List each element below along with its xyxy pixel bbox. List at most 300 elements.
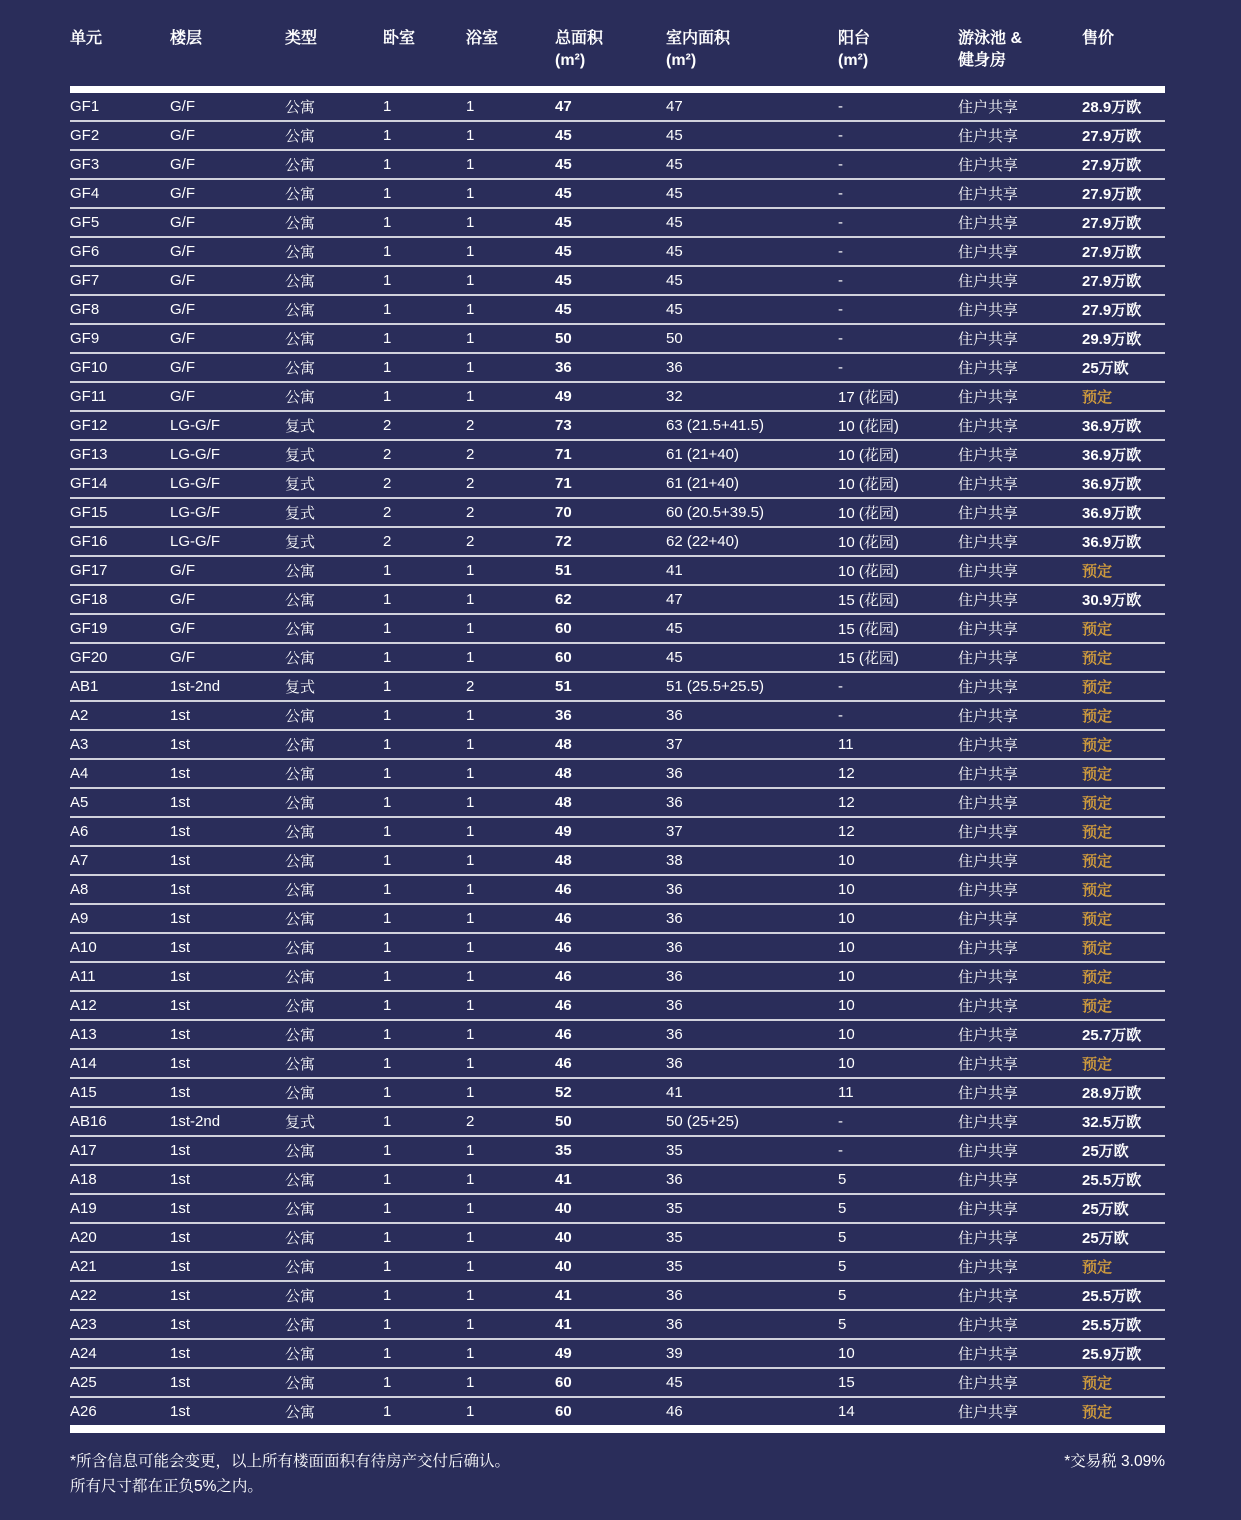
table-row [70, 584, 1165, 613]
table-cell: 1 [383, 1171, 392, 1188]
table-cell: 1 [383, 591, 392, 608]
table-cell: 25万欧 [1082, 1143, 1129, 1160]
table-cell: 1 [466, 562, 475, 579]
table-cell: 公寓 [285, 998, 316, 1015]
table-row [70, 700, 1165, 729]
table-cell: 1 [466, 1142, 475, 1159]
table-cell: 住户共享 [958, 244, 1019, 261]
table-cell: 1 [383, 185, 392, 202]
table-cell: 住户共享 [958, 766, 1019, 783]
table-cell: 预定 [1082, 737, 1113, 754]
table-cell: 36.9万欧 [1082, 476, 1142, 493]
table-cell: 预定 [1082, 1375, 1113, 1392]
table-cell: 2 [466, 504, 475, 521]
table-cell: 10 (花园) [838, 534, 899, 551]
table-cell: 2 [466, 417, 475, 434]
table-row [70, 1106, 1165, 1135]
table-row [70, 816, 1165, 845]
table-cell: G/F [170, 301, 195, 318]
table-cell: 公寓 [285, 940, 316, 957]
table-cell: LG-G/F [170, 417, 221, 434]
table-cell: 47 [666, 591, 683, 608]
table-cell: 预定 [1082, 795, 1113, 812]
table-cell: 公寓 [285, 215, 316, 232]
table-cell: 12 [838, 794, 855, 811]
table-cell: 住户共享 [958, 1346, 1019, 1363]
footer [70, 1449, 1165, 1499]
table-cell: 1 [383, 997, 392, 1014]
table-cell: 45 [555, 127, 572, 144]
table-cell: A7 [70, 852, 89, 869]
table-cell: 30.9万欧 [1082, 592, 1142, 609]
table-cell: 1 [383, 1316, 392, 1333]
table-cell: 46 [555, 910, 572, 927]
table-cell: 住户共享 [958, 969, 1019, 986]
table-row [70, 439, 1165, 468]
table-cell: - [838, 1113, 843, 1130]
column-header-sub: (m²) [555, 51, 586, 69]
table-cell: 预定 [1082, 1056, 1113, 1073]
table-cell: 住户共享 [958, 534, 1019, 551]
table-cell: A4 [70, 765, 89, 782]
table-cell: 1 [383, 1345, 392, 1362]
table-cell: 预定 [1082, 882, 1113, 899]
table-cell: 36 [666, 1316, 683, 1333]
table-cell: 1 [466, 620, 475, 637]
table-cell: 公寓 [285, 824, 316, 841]
table-cell: A15 [70, 1084, 97, 1101]
table-cell: 公寓 [285, 157, 316, 174]
table-cell: 51 [555, 562, 572, 579]
table-cell: 1 [466, 156, 475, 173]
table-cell: 住户共享 [958, 592, 1019, 609]
table-cell: - [838, 707, 843, 724]
table-cell: 48 [555, 794, 572, 811]
table-row [70, 526, 1165, 555]
table-cell: 住户共享 [958, 186, 1019, 203]
table-cell: G/F [170, 243, 195, 260]
table-cell: 36 [666, 794, 683, 811]
table-cell: 27.9万欧 [1082, 157, 1142, 174]
table-cell: 25.5万欧 [1082, 1288, 1142, 1305]
table-cell: 公寓 [285, 1230, 316, 1247]
table-cell: 1 [466, 388, 475, 405]
table-cell: 45 [666, 620, 683, 637]
table-cell: 5 [838, 1229, 847, 1246]
table-row [70, 1019, 1165, 1048]
table-cell: A9 [70, 910, 89, 927]
table-cell: 1 [383, 794, 392, 811]
column-header-bedrooms [383, 28, 466, 50]
table-cell: 1st [170, 794, 191, 811]
table-cell: 5 [838, 1200, 847, 1217]
table-cell: 5 [838, 1287, 847, 1304]
disclaimer-line-1: *所含信息可能会变更，以上所有楼面面积有待房产交付后确认。 [70, 1453, 511, 1470]
column-header-pool-gym [958, 28, 1082, 71]
table-cell: 住户共享 [958, 1143, 1019, 1160]
table-cell: 住户共享 [958, 1027, 1019, 1044]
table-cell: 35 [666, 1229, 683, 1246]
table-cell: 1 [383, 881, 392, 898]
table-row [70, 1251, 1165, 1280]
table-cell: 住户共享 [958, 1288, 1019, 1305]
table-cell: 1st-2nd [170, 678, 221, 695]
table-cell: 1 [466, 301, 475, 318]
table-cell: 48 [555, 765, 572, 782]
table-cell: 36.9万欧 [1082, 447, 1142, 464]
table-row [70, 874, 1165, 903]
table-cell: 36 [666, 939, 683, 956]
table-cell: GF16 [70, 533, 108, 550]
table-cell: 61 (21+40) [666, 446, 739, 463]
table-cell: 1 [383, 127, 392, 144]
table-cell: 住户共享 [958, 1259, 1019, 1276]
table-cell: 1st [170, 852, 191, 869]
table-cell: 1 [466, 127, 475, 144]
table-cell: 公寓 [285, 1201, 316, 1218]
table-cell: A26 [70, 1403, 97, 1420]
table-cell: 41 [555, 1171, 572, 1188]
disclaimer-note [70, 1449, 510, 1499]
table-cell: 1st [170, 1345, 191, 1362]
table-cell: 预定 [1082, 389, 1113, 406]
table-cell: 公寓 [285, 389, 316, 406]
table-cell: 45 [555, 185, 572, 202]
table-cell: 公寓 [285, 882, 316, 899]
table-cell: 49 [555, 388, 572, 405]
table-cell: 1 [466, 1229, 475, 1246]
table-cell: 36 [666, 1026, 683, 1043]
table-cell: 1 [383, 272, 392, 289]
table-cell: 公寓 [285, 911, 316, 928]
table-cell: 1 [383, 214, 392, 231]
table-cell: 45 [555, 272, 572, 289]
table-cell: 公寓 [285, 1056, 316, 1073]
table-cell: 住户共享 [958, 1172, 1019, 1189]
table-cell: 5 [838, 1171, 847, 1188]
table-row [70, 410, 1165, 439]
table-row [70, 845, 1165, 874]
table-cell: 公寓 [285, 1172, 316, 1189]
transaction-tax-note: *交易税 3.09% [1064, 1453, 1165, 1470]
table-cell: 预定 [1082, 1404, 1113, 1421]
table-cell: 1st [170, 1142, 191, 1159]
table-cell: 10 (花园) [838, 563, 899, 580]
table-cell: 37 [666, 823, 683, 840]
table-cell: 住户共享 [958, 331, 1019, 348]
table-cell: 63 (21.5+41.5) [666, 417, 764, 434]
table-cell: 住户共享 [958, 418, 1019, 435]
table-cell: 住户共享 [958, 1404, 1019, 1421]
table-cell: 46 [666, 1403, 683, 1420]
table-row [70, 1077, 1165, 1106]
column-header-label: 卧室 [383, 30, 416, 47]
table-cell: 45 [666, 272, 683, 289]
table-cell: 公寓 [285, 1375, 316, 1392]
table-row [70, 468, 1165, 497]
table-cell: 2 [466, 446, 475, 463]
table-cell: 15 (花园) [838, 621, 899, 638]
header-divider-bar [70, 86, 1165, 93]
table-cell: 10 [838, 939, 855, 956]
table-cell: 公寓 [285, 1346, 316, 1363]
table-cell: 35 [666, 1142, 683, 1159]
table-cell: 1 [466, 1374, 475, 1391]
table-cell: GF18 [70, 591, 108, 608]
table-cell: 11 [838, 736, 854, 753]
table-row [70, 1280, 1165, 1309]
table-cell: 36 [666, 707, 683, 724]
table-cell: 45 [666, 1374, 683, 1391]
table-cell: 住户共享 [958, 998, 1019, 1015]
table-cell: A21 [70, 1258, 97, 1275]
table-cell: 40 [555, 1200, 572, 1217]
table-cell: 51 [555, 678, 572, 695]
table-cell: 住户共享 [958, 447, 1019, 464]
table-cell: G/F [170, 98, 195, 115]
table-cell: 住户共享 [958, 1114, 1019, 1131]
table-cell: 1st [170, 1374, 191, 1391]
table-cell: 住户共享 [958, 1056, 1019, 1073]
table-cell: 复式 [285, 1114, 316, 1131]
column-header-label: 浴室 [466, 30, 499, 47]
table-row [70, 1309, 1165, 1338]
table-cell: G/F [170, 562, 195, 579]
table-cell: GF3 [70, 156, 100, 173]
table-cell: 12 [838, 823, 855, 840]
table-cell: 1 [383, 330, 392, 347]
table-cell: GF13 [70, 446, 108, 463]
table-cell: A12 [70, 997, 97, 1014]
table-cell: 公寓 [285, 969, 316, 986]
table-cell: 公寓 [285, 592, 316, 609]
table-cell: 15 (花园) [838, 592, 899, 609]
table-cell: 50 [555, 330, 572, 347]
table-cell: - [838, 156, 843, 173]
table-cell: 1st [170, 1287, 191, 1304]
table-cell: GF9 [70, 330, 100, 347]
table-cell: - [838, 185, 843, 202]
table-cell: A19 [70, 1200, 97, 1217]
table-cell: G/F [170, 330, 195, 347]
table-cell: 公寓 [285, 99, 316, 116]
table-bottom-bar [70, 1425, 1165, 1433]
column-header-type [285, 28, 383, 50]
column-header-sub: (m²) [838, 51, 869, 69]
table-cell: 1 [466, 852, 475, 869]
table-cell: 1 [466, 707, 475, 724]
table-cell: - [838, 330, 843, 347]
table-cell: 预定 [1082, 708, 1113, 725]
table-cell: 36 [666, 1055, 683, 1072]
table-cell: 5 [838, 1258, 847, 1275]
table-cell: 1 [383, 968, 392, 985]
table-cell: GF6 [70, 243, 100, 260]
column-header-label: 楼层 [170, 30, 203, 47]
table-cell: 1 [383, 1403, 392, 1420]
table-cell: 46 [555, 968, 572, 985]
table-row [70, 265, 1165, 294]
table-cell: 住户共享 [958, 1085, 1019, 1102]
table-cell: 1st [170, 881, 191, 898]
table-cell: GF14 [70, 475, 108, 492]
table-cell: 28.9万欧 [1082, 1085, 1142, 1102]
table-cell: 52 [555, 1084, 572, 1101]
table-cell: 1st [170, 1171, 191, 1188]
table-cell: 1 [383, 243, 392, 260]
table-cell: 住户共享 [958, 1375, 1019, 1392]
table-cell: 公寓 [285, 1085, 316, 1102]
table-cell: AB1 [70, 678, 99, 695]
table-row [70, 149, 1165, 178]
table-cell: 公寓 [285, 302, 316, 319]
table-cell: 1st [170, 997, 191, 1014]
table-cell: 1 [466, 736, 475, 753]
table-cell: 公寓 [285, 766, 316, 783]
table-cell: 1 [383, 1287, 392, 1304]
table-cell: 1 [466, 359, 475, 376]
table-cell: 10 [838, 852, 855, 869]
table-cell: A3 [70, 736, 89, 753]
table-cell: 25.7万欧 [1082, 1027, 1142, 1044]
table-row [70, 1367, 1165, 1396]
table-cell: 1 [466, 765, 475, 782]
table-cell: 46 [555, 1026, 572, 1043]
table-cell: 40 [555, 1229, 572, 1246]
table-cell: 5 [838, 1316, 847, 1333]
table-cell: 10 (花园) [838, 476, 899, 493]
column-header-bathrooms [466, 28, 555, 50]
table-cell: 62 (22+40) [666, 533, 739, 550]
table-cell: 45 [666, 649, 683, 666]
table-row [70, 932, 1165, 961]
table-cell: 36.9万欧 [1082, 534, 1142, 551]
column-header-floor [170, 28, 285, 50]
table-cell: 1 [383, 910, 392, 927]
table-cell: 36 [666, 997, 683, 1014]
column-header-balcony [838, 28, 958, 71]
table-cell: 62 [555, 591, 572, 608]
table-cell: GF12 [70, 417, 108, 434]
table-cell: - [838, 214, 843, 231]
table-row [70, 642, 1165, 671]
table-cell: 1st [170, 910, 191, 927]
table-cell: G/F [170, 156, 195, 173]
table-cell: 1 [383, 1200, 392, 1217]
table-cell: 1 [383, 1113, 392, 1130]
table-cell: 1st-2nd [170, 1113, 221, 1130]
table-cell: 预定 [1082, 824, 1113, 841]
table-row [70, 903, 1165, 932]
table-cell: GF4 [70, 185, 100, 202]
table-row [70, 1338, 1165, 1367]
table-cell: 住户共享 [958, 882, 1019, 899]
table-cell: 36.9万欧 [1082, 505, 1142, 522]
table-cell: 29.9万欧 [1082, 331, 1142, 348]
table-cell: GF11 [70, 388, 107, 405]
table-cell: 45 [555, 243, 572, 260]
table-cell: 1st [170, 1229, 191, 1246]
table-cell: 45 [555, 214, 572, 231]
table-cell: 1 [466, 997, 475, 1014]
table-row [70, 1222, 1165, 1251]
table-cell: 预定 [1082, 621, 1113, 638]
table-cell: 公寓 [285, 650, 316, 667]
table-cell: 1 [466, 939, 475, 956]
table-cell: 住户共享 [958, 795, 1019, 812]
table-cell: 71 [555, 475, 572, 492]
table-row [70, 1048, 1165, 1077]
table-cell: - [838, 243, 843, 260]
table-cell: 1 [383, 388, 392, 405]
table-cell: 1st [170, 736, 191, 753]
table-cell: LG-G/F [170, 475, 221, 492]
table-cell: 1st [170, 823, 191, 840]
table-body [70, 93, 1165, 1425]
table-cell: 住户共享 [958, 302, 1019, 319]
table-cell: 1 [466, 243, 475, 260]
table-cell: 1 [466, 1200, 475, 1217]
table-cell: 27.9万欧 [1082, 186, 1142, 203]
table-cell: A14 [70, 1055, 97, 1072]
table-cell: 70 [555, 504, 572, 521]
table-row [70, 758, 1165, 787]
table-cell: A25 [70, 1374, 97, 1391]
table-cell: 1 [466, 794, 475, 811]
table-cell: 1 [466, 1084, 475, 1101]
table-cell: G/F [170, 359, 195, 376]
table-cell: GF17 [70, 562, 108, 579]
table-cell: A20 [70, 1229, 97, 1246]
table-cell: G/F [170, 620, 195, 637]
table-cell: 1 [383, 1084, 392, 1101]
table-cell: A8 [70, 881, 89, 898]
table-cell: 1 [383, 562, 392, 579]
table-cell: 复式 [285, 679, 316, 696]
table-cell: AB16 [70, 1113, 107, 1130]
table-cell: G/F [170, 649, 195, 666]
table-cell: 32 [666, 388, 683, 405]
table-cell: 10 [838, 968, 855, 985]
table-cell: 2 [466, 1113, 475, 1130]
table-cell: 1 [383, 1142, 392, 1159]
table-cell: 41 [555, 1316, 572, 1333]
column-header-label: 单元 [70, 30, 103, 47]
table-cell: 住户共享 [958, 157, 1019, 174]
table-row [70, 178, 1165, 207]
column-header-total-area [555, 28, 666, 71]
table-cell: 1 [383, 852, 392, 869]
table-cell: 1 [466, 185, 475, 202]
table-row [70, 294, 1165, 323]
table-cell: 72 [555, 533, 572, 550]
table-cell: 46 [555, 881, 572, 898]
table-cell: 1st [170, 765, 191, 782]
table-cell: 2 [383, 446, 392, 463]
table-cell: 公寓 [285, 128, 316, 145]
table-cell: 公寓 [285, 563, 316, 580]
table-cell: 1st [170, 1055, 191, 1072]
column-header-price [1082, 28, 1165, 50]
table-cell: 71 [555, 446, 572, 463]
table-cell: 60 (20.5+39.5) [666, 504, 764, 521]
table-row [70, 497, 1165, 526]
table-cell: 1 [466, 1287, 475, 1304]
table-cell: A11 [70, 968, 96, 985]
table-cell: 公寓 [285, 708, 316, 725]
table-cell: G/F [170, 591, 195, 608]
table-cell: GF2 [70, 127, 100, 144]
